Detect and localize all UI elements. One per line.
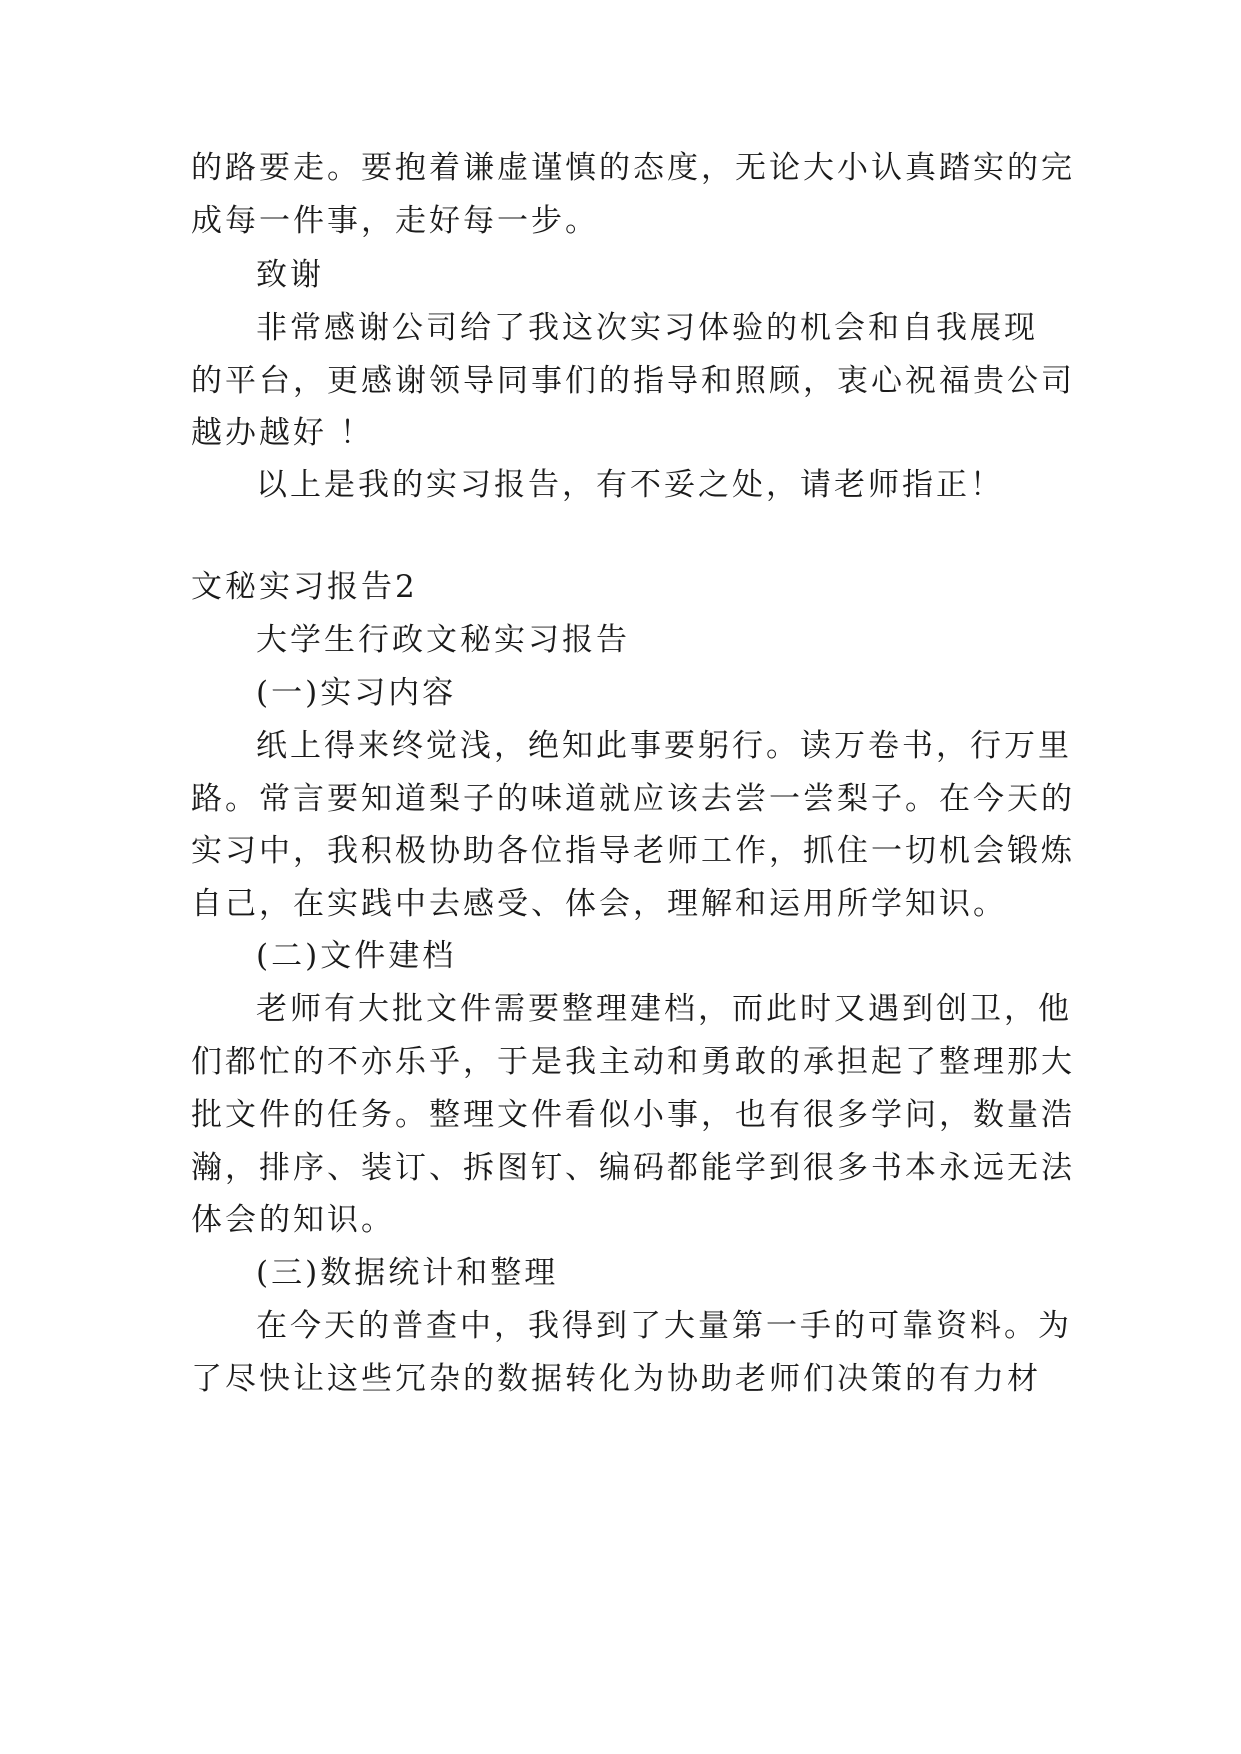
body-text-line: 纸上得来终觉浅，绝知此事要躬行。读万卷书，行万里: [256, 728, 1072, 764]
body-text-line: 路。常言要知道梨子的味道就应该去尝一尝梨子。在今天的: [191, 781, 1075, 817]
body-text-line: 们都忙的不亦乐乎，于是我主动和勇敢的承担起了整理那大: [191, 1044, 1075, 1080]
body-text-line: 老师有大批文件需要整理建档，而此时又遇到创卫，他: [256, 991, 1072, 1027]
section-heading: (一)实习内容: [256, 675, 457, 711]
section-heading: (二)文件建档: [256, 938, 457, 974]
body-text-line: 成每一件事，走好每一步。: [191, 203, 599, 239]
body-text-line: 体会的知识。: [191, 1202, 395, 1238]
section-heading: (三)数据统计和整理: [256, 1255, 559, 1291]
body-text-line: 了尽快让这些冗杂的数据转化为协助老师们决策的有力材: [191, 1361, 1041, 1397]
body-text-line: 瀚，排序、装订、拆图钉、编码都能学到很多书本永远无法: [191, 1150, 1075, 1186]
body-text-line: 越办越好 ！: [191, 415, 374, 451]
body-text-line: 批文件的任务。整理文件看似小事，也有很多学问，数量浩: [191, 1097, 1075, 1133]
section-heading: 致谢: [256, 257, 324, 293]
body-text-line: 实习中，我积极协助各位指导老师工作，抓住一切机会锻炼: [191, 833, 1075, 869]
body-text-line: 的平台，更感谢领导同事们的指导和照顾，衷心祝福贵公司: [191, 363, 1075, 399]
body-text-line: 的路要走。要抱着谦虚谨慎的态度，无论大小认真踏实的完: [191, 150, 1075, 186]
report-subtitle: 大学生行政文秘实习报告: [256, 622, 630, 658]
body-text-line: 以上是我的实习报告，有不妥之处，请老师指正！: [256, 467, 1004, 503]
body-text-line: 在今天的普查中，我得到了大量第一手的可靠资料。为: [256, 1308, 1072, 1344]
body-text-line: 自己，在实践中去感受、体会，理解和运用所学知识。: [191, 886, 1007, 922]
document-title: 文秘实习报告2: [191, 569, 418, 605]
body-text-line: 非常感谢公司给了我这次实习体验的机会和自我展现: [256, 310, 1038, 346]
